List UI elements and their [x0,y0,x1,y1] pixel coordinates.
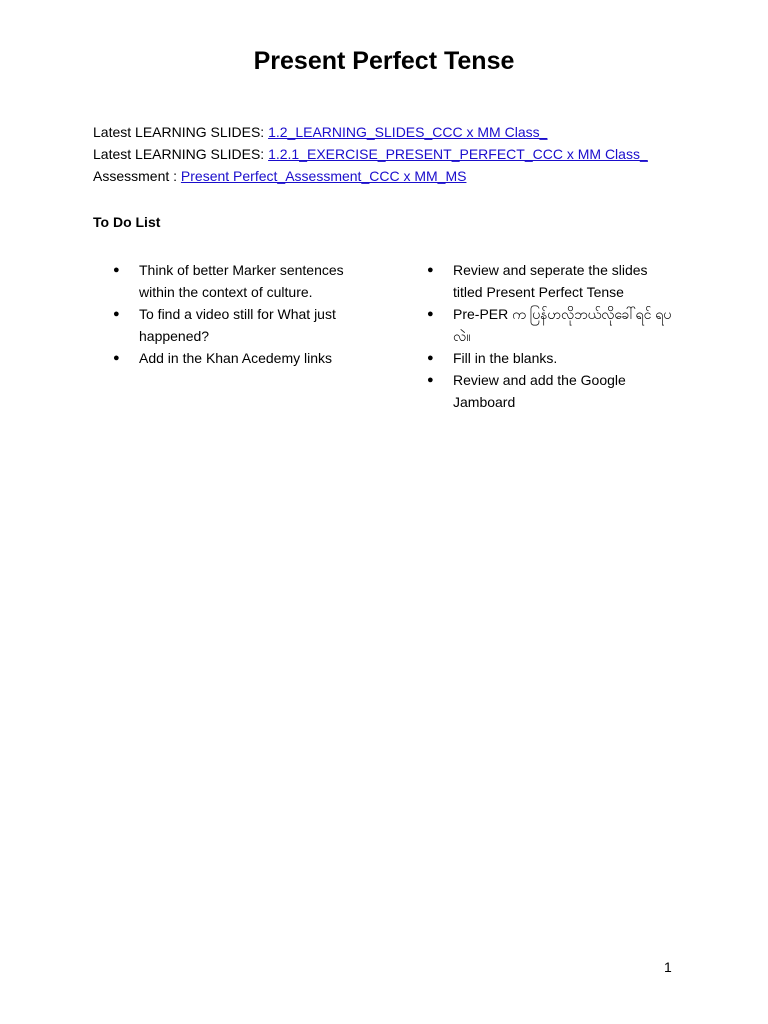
page-number: 1 [664,959,672,975]
assessment-row [93,165,648,187]
todo-item-text: Fill in the blanks. [453,350,558,366]
learning-slides-row [93,121,648,143]
todo-list-left [113,259,363,369]
learning-slides-link[interactable]: 1.2_LEARNING_SLIDES_CCC x MM Class_ [268,124,548,140]
todo-item [113,303,363,347]
bullet-icon: ● [427,264,434,276]
todo-item-text: Review and seperate the slides titled Present Perfect Tense [453,262,648,300]
todo-item [427,369,677,413]
todo-item [427,303,677,347]
resource-links [93,121,648,187]
bullet-icon: ● [427,352,434,364]
assessment-link[interactable]: Present Perfect_Assessment_CCC x MM_MS [180,168,467,184]
todo-item-text: Think of better Marker sentences within the context of culture. [139,262,344,300]
assessment-label: Assessment : [93,168,181,184]
todo-item [427,259,677,303]
todo-item [427,347,677,369]
todo-list-right [427,259,677,413]
page-title: Present Perfect Tense [253,47,515,75]
todo-item [113,347,363,369]
todo-item-text: Pre-PER က ပြန်ဟလိုဘယ်လိုခေါ်ရင် ရပလဲ။ [453,306,672,344]
todo-heading: To Do List [93,214,161,230]
exercise-slides-row [93,143,648,165]
todo-item-text: Review and add the Google Jamboard [453,372,626,410]
bullet-icon: ● [113,264,120,276]
todo-item-text: Add in the Khan Acedemy links [139,350,333,366]
exercise-slides-link[interactable]: 1.2.1_EXERCISE_PRESENT_PERFECT_CCC x MM Class_ [268,146,648,162]
learning-slides-label: Latest LEARNING SLIDES: [93,124,269,140]
exercise-slides-label: Latest LEARNING SLIDES: [93,146,269,162]
todo-item-text: To find a video still for What just happened? [139,306,336,344]
bullet-icon: ● [427,308,434,320]
bullet-icon: ● [113,352,120,364]
todo-item [113,259,363,303]
bullet-icon: ● [113,308,120,320]
bullet-icon: ● [427,374,434,386]
